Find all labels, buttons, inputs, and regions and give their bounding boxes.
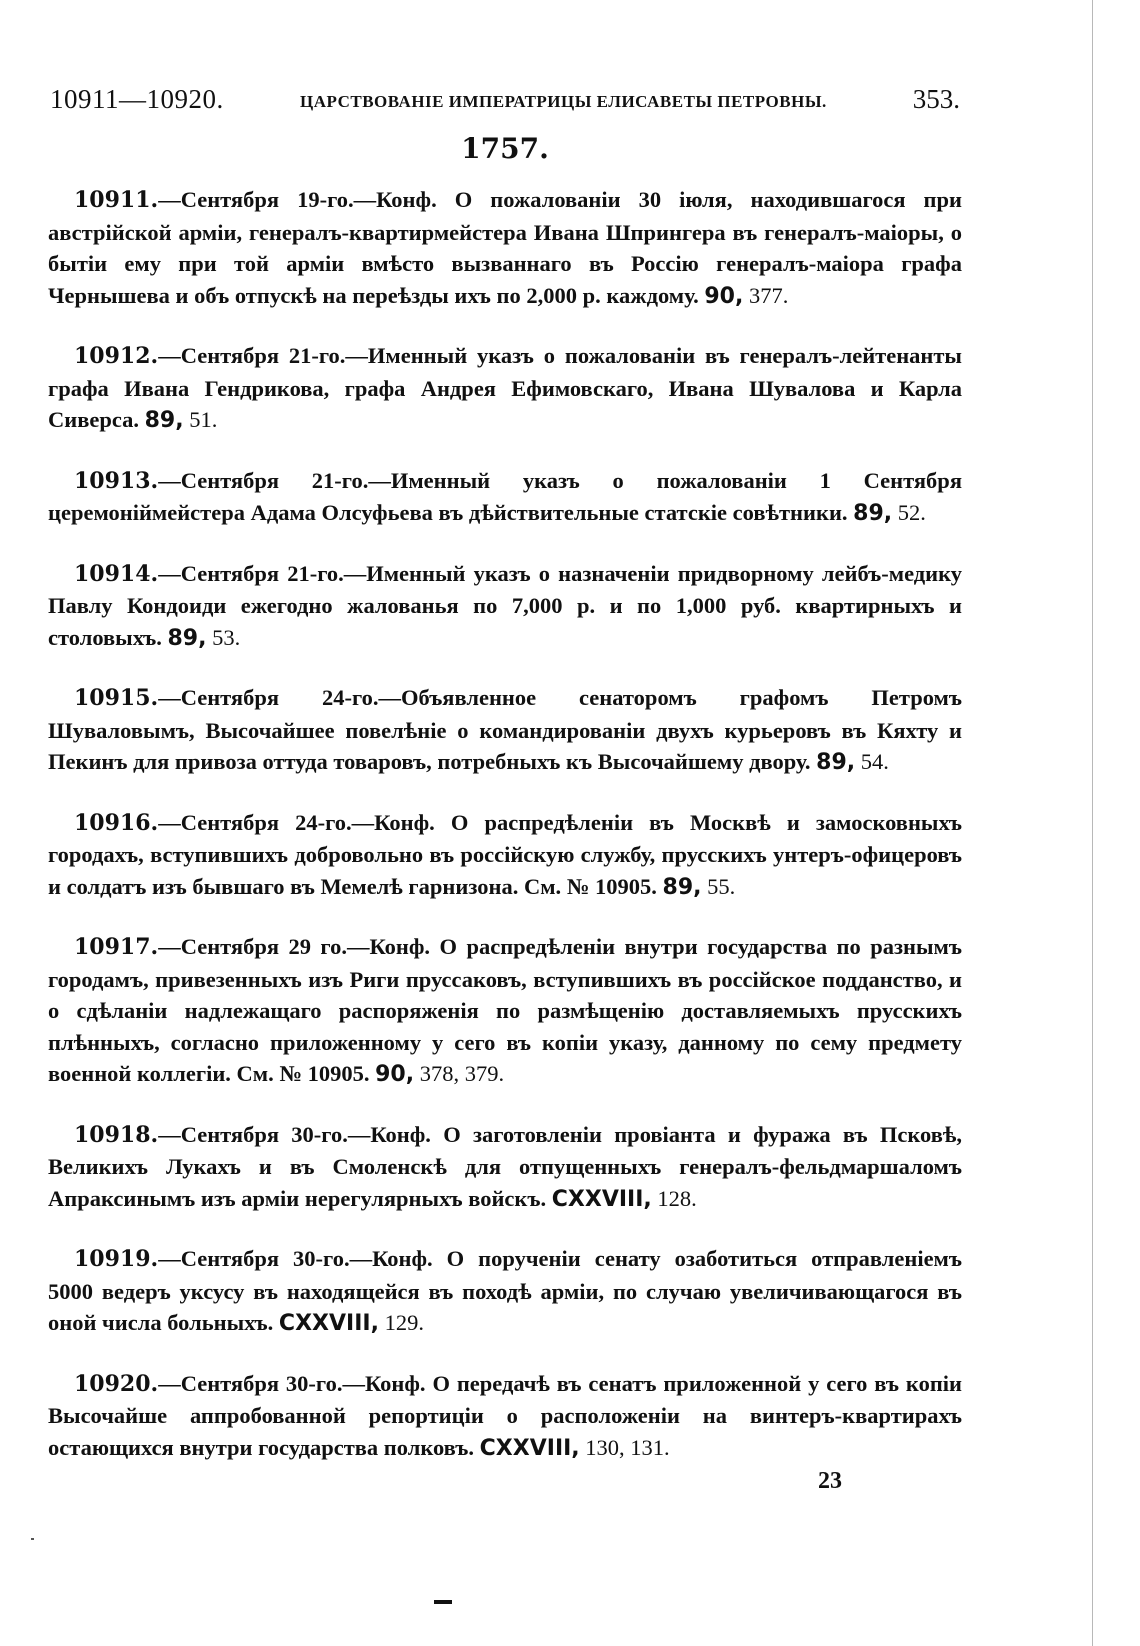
entry-volume-ref: 89, bbox=[816, 750, 856, 775]
entry-volume-ref: 90, bbox=[375, 1062, 415, 1087]
entry-text: О порученіи сенату озаботиться отправленіемъ 5000 ведеръ уксусу въ находящейся въ походѣ арміи, по случаю увеличивающагося въ оной числа больныхъ. bbox=[48, 1246, 962, 1335]
entry-number: 10912. bbox=[74, 343, 159, 369]
entry-pages: 128. bbox=[657, 1185, 697, 1211]
entry-pages: 129. bbox=[384, 1310, 424, 1335]
entry-range: 10911—10920. bbox=[50, 84, 224, 114]
scan-speck bbox=[31, 1538, 34, 1540]
entry-pages: 377. bbox=[748, 282, 789, 308]
entry-pages: 130, 131. bbox=[585, 1434, 670, 1460]
entry-date: —Сентября 29 го.—Конф. bbox=[158, 934, 431, 959]
entry-text: О заготовленіи провіанта и фуража въ Псковѣ, Великихъ Лукахъ и въ Смоленскѣ для отпущенныхъ генералъ-фельдмаршаломъ Апраксинымъ изъ арміи нерегулярныхъ войскъ. bbox=[48, 1121, 963, 1211]
entry-number: 10914. bbox=[74, 560, 159, 587]
entry-pages: 55. bbox=[707, 873, 736, 899]
entry-10917 bbox=[48, 931, 962, 1091]
entry-number: 10911. bbox=[74, 187, 159, 213]
entry-10920 bbox=[48, 1368, 962, 1465]
entry-number: 10919. bbox=[74, 1246, 159, 1272]
entry-date: —Сентября 21-го.—Именный указъ bbox=[158, 560, 531, 586]
entry-number: 10917. bbox=[74, 934, 159, 960]
bottom-dash-mark bbox=[434, 1600, 452, 1604]
entry-date: —Сентября 24-го.—Конф. bbox=[158, 809, 435, 835]
entry-10912 bbox=[48, 340, 962, 437]
entry-volume-ref: CXXVIII, bbox=[551, 1186, 652, 1212]
page-edge-line bbox=[1092, 0, 1093, 1646]
entry-number: 10918. bbox=[74, 1121, 159, 1148]
entry-date: —Сентября 24-го.— bbox=[158, 685, 401, 710]
entry-date: —Сентября 30-го.—Конф. bbox=[158, 1121, 431, 1147]
entry-pages: 54. bbox=[860, 749, 889, 774]
entry-volume-ref: 89, bbox=[853, 501, 893, 526]
entry-pages: 51. bbox=[189, 407, 218, 432]
entry-number: 10915. bbox=[74, 685, 159, 711]
entry-10911 bbox=[48, 184, 962, 312]
entry-text: Объявленное сенаторомъ графомъ Петромъ Шуваловымъ, Высочайшее повелѣніе о командированіи двухъ курьеровъ въ Кяхту и Пекинъ для привоза оттуда товаровъ, потребныхъ къ Высочайшему двору. bbox=[48, 685, 962, 774]
entry-date: —Сентября 19-го.—Конф. bbox=[158, 187, 437, 212]
entry-10919 bbox=[48, 1243, 962, 1340]
signature-mark: 23 bbox=[818, 1468, 842, 1494]
entry-volume-ref: 90, bbox=[704, 283, 744, 309]
entry-10918 bbox=[48, 1119, 962, 1216]
entry-number: 10913. bbox=[74, 467, 159, 494]
entry-volume-ref: 89, bbox=[662, 874, 702, 900]
entry-date: —Сентября 21-го.—Именный указъ bbox=[158, 343, 534, 368]
entry-10916 bbox=[48, 807, 962, 904]
entry-date: —Сентября 21-го.—Именный указъ bbox=[158, 467, 580, 493]
entry-pages: 378, 379. bbox=[419, 1061, 505, 1086]
entry-number: 10920. bbox=[74, 1370, 159, 1397]
entry-10913 bbox=[48, 465, 962, 530]
entry-volume-ref: 89, bbox=[144, 408, 184, 433]
entry-10914 bbox=[48, 558, 962, 655]
entry-text: О распредѣленіи внутри государства по разнымъ городамъ, привезенныхъ изъ Риги пруссаковъ, вступившихъ въ россійское подданство, и о сдѣланіи надлежащаго распоряженія по размѣщенію доставляемыхъ прусскихъ плѣнныхъ, согласно приложенному у сего въ копіи указу, данному по сему предмету военной коллегіи. См. № 10905. bbox=[48, 934, 962, 1086]
entry-pages: 52. bbox=[897, 500, 926, 525]
entry-volume-ref: 89, bbox=[167, 625, 207, 651]
running-head bbox=[50, 84, 960, 124]
running-title: ЦАРСТВОВАНІЕ ИМПЕРАТРИЦЫ ЕЛИСАВЕТЫ ПЕТРОВНЫ. bbox=[300, 92, 827, 111]
page-number: 353. bbox=[912, 84, 960, 114]
year-heading: 1757. bbox=[461, 132, 549, 165]
entry-pages: 53. bbox=[212, 624, 241, 650]
entry-text: О пожалованіи 30 іюля, находившагося при австрійской арміи, генералъ-квартирмейстера Ивана Шпрингера въ генералъ-маіоры, о бытіи ему при той арміи вмѣсто вызваннаго въ Россію генералъ-маіора графа Чернышева и объ отпускѣ на переѣзды ихъ по 2,000 р. каждому. bbox=[48, 187, 963, 308]
entry-10915 bbox=[48, 682, 962, 779]
entry-text: о пожалованіи въ генералъ-лейтенанты графа Ивана Гендрикова, графа Андрея Ефимовскаго, Ивана Шувалова и Карла Сиверса. bbox=[48, 343, 963, 432]
entries-list bbox=[48, 184, 962, 1492]
entry-text: о пожалованіи 1 Сентября церемоніймейстера Адама Олсуфьева въ дѣйствительные статскіе совѣтники. bbox=[48, 467, 962, 525]
entry-date: —Сентября 30-го.—Конф. bbox=[158, 1246, 433, 1271]
entry-volume-ref: CXXVIII, bbox=[479, 1435, 580, 1461]
entry-text: о назначеніи придворному лейбъ-медику Павлу Кондоиди ежегодно жалованья по 7,000 р. и по 1,000 руб. квартирныхъ и столовыхъ. bbox=[48, 560, 962, 650]
entry-date: —Сентября 30-го.—Конф. bbox=[158, 1370, 426, 1396]
entry-volume-ref: CXXVIII, bbox=[278, 1311, 379, 1336]
entry-text: О распредѣленіи въ Москвѣ и замосковныхъ городахъ, вступившихъ добровольно въ россійскую службу, прусскихъ унтеръ-офицеровъ и солдатъ изъ бывшаго въ Мемелѣ гарнизона. См. № 10905. bbox=[48, 809, 962, 899]
entry-text: О передачѣ въ сенатъ приложенной у сего въ копіи Высочайше аппробованной репортиціи о расположеніи на винтеръ-квартирахъ остающихся внутри государства полковъ. bbox=[48, 1370, 962, 1460]
entry-number: 10916. bbox=[74, 809, 159, 836]
